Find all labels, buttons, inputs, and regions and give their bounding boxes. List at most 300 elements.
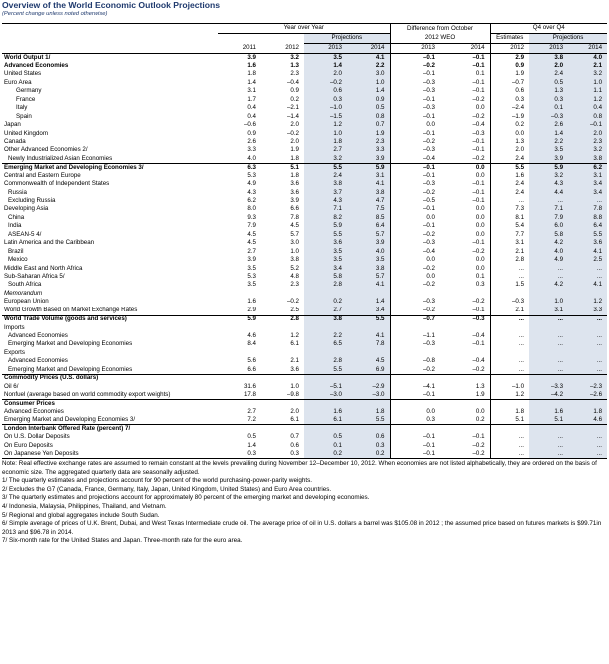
row-label: Newly Industrialized Asian Economies (2, 155, 218, 163)
table-row (2, 298, 607, 306)
cell-value: 3.1 (529, 307, 568, 315)
row-label: Emerging Market and Developing Economies (8, 340, 133, 348)
cell-value: –0.4 (472, 121, 485, 129)
cell-value: 6.2 (568, 163, 607, 171)
row-label: World Output 1/ (4, 53, 51, 61)
cell-value: 2.0 (529, 62, 568, 70)
cell-value: –0.2 (472, 247, 485, 255)
cell-value: –0.3 (490, 298, 529, 306)
row-label: Japan (4, 121, 21, 129)
cell-value: –0.1 (390, 433, 440, 441)
table-row (2, 189, 607, 197)
row-label: Nonfuel (average based on world commodity export weights) (2, 391, 218, 399)
cell-value: 1.8 (490, 408, 529, 416)
cell-value: 1.0 (529, 298, 568, 306)
cell-value: 3.2 (568, 70, 607, 78)
projections-table (2, 23, 607, 459)
row-label: Advanced Economies (8, 332, 68, 340)
cell-value: ... (568, 197, 607, 205)
cell-value (261, 324, 304, 332)
cell-value: 1.8 (304, 138, 347, 146)
cell-value: 6.6 (218, 366, 261, 374)
cell-value: 4.9 (247, 180, 256, 188)
cell-value: –0.3 (390, 298, 440, 306)
footnote: 5/ Regional and global aggregates include South Sudan. (2, 511, 160, 519)
cell-value: 5.1 (529, 416, 568, 424)
cell-value: 1.8 (247, 70, 256, 78)
footnote: 3/ The quarterly estimates and projections account for approximately 80 percent of the emerging market and developing economies. (2, 494, 370, 502)
table-row (2, 222, 607, 230)
cell-value: –0.3 (529, 113, 568, 121)
cell-value: 4.3 (304, 197, 347, 205)
table-row (2, 214, 607, 222)
cell-value: ... (490, 450, 529, 458)
cell-value: 0.0 (475, 163, 485, 171)
cell-value (490, 399, 529, 407)
cell-value: 1.1 (568, 87, 607, 95)
row-label: Advanced Economies (4, 407, 64, 415)
cell-value: 3.8 (347, 264, 390, 272)
row-label: Sub-Saharan Africa 5/ (4, 272, 65, 280)
cell-value (261, 374, 304, 382)
cell-value: ... (529, 450, 568, 458)
table-row (2, 366, 607, 374)
cell-value: 3.4 (568, 189, 607, 197)
cell-value: –0.1 (472, 180, 485, 188)
cell-value: –1.4 (286, 112, 299, 120)
cell-value (304, 349, 347, 357)
cell-value: 0.9 (247, 129, 256, 137)
cell-value: 0.6 (290, 441, 299, 449)
table-row (2, 416, 607, 424)
cell-value: ... (568, 366, 607, 374)
cell-value: 1.8 (568, 408, 607, 416)
cell-value: 3.0 (290, 239, 299, 247)
table-row (2, 408, 607, 416)
cell-value (529, 349, 568, 357)
cell-value: 3.2 (568, 146, 607, 154)
cell-value: 0.3 (304, 96, 347, 104)
year-header: 2012 (261, 44, 304, 54)
cell-value (568, 349, 607, 357)
cell-value: ... (568, 433, 607, 441)
cell-value: –0.3 (390, 340, 440, 348)
table-row (2, 374, 607, 382)
cell-value: –0.4 (390, 248, 440, 256)
cell-value: 6.2 (247, 197, 256, 205)
year-header: 2013 (529, 44, 568, 54)
cell-value: 3.9 (347, 239, 390, 247)
table-row (2, 391, 607, 399)
cell-value: 2.3 (290, 281, 299, 289)
cell-value: 0.6 (347, 433, 390, 441)
cell-value: 5.9 (347, 163, 390, 171)
cell-value: 5.9 (247, 315, 256, 323)
cell-value: 3.5 (347, 256, 390, 264)
cell-value: 5.5 (347, 416, 390, 424)
cell-value: –9.8 (261, 391, 304, 399)
cell-value: –0.1 (390, 172, 440, 180)
cell-value: 0.1 (475, 70, 485, 78)
cell-value (490, 290, 529, 298)
cell-value: –5.1 (304, 383, 347, 391)
cell-value (261, 349, 304, 357)
cell-value (304, 290, 347, 298)
table-row (2, 349, 607, 357)
cell-value: ... (490, 315, 529, 323)
cell-value: 1.2 (304, 121, 347, 129)
row-label: Emerging Market and Developing Economies 3/ (2, 416, 218, 424)
cell-value: 1.6 (529, 408, 568, 416)
cell-value: 0.6 (304, 87, 347, 95)
cell-value: 0.5 (247, 433, 256, 441)
table-row (2, 138, 607, 146)
cell-value: 3.1 (568, 172, 607, 180)
cell-value: ... (568, 332, 607, 340)
cell-value: ... (568, 450, 607, 458)
cell-value: 1.3 (290, 62, 299, 70)
cell-value: 8.8 (568, 214, 607, 222)
cell-value: 2.8 (490, 256, 529, 264)
cell-value (390, 324, 440, 332)
cell-value: 0.0 (475, 264, 485, 272)
cell-value: 2.0 (304, 70, 347, 78)
cell-value: –0.1 (472, 433, 485, 441)
cell-value: 0.0 (475, 230, 485, 238)
cell-value: 2.0 (290, 137, 299, 145)
cell-value: –0.1 (390, 442, 440, 450)
row-label: Latin America and the Caribbean (4, 239, 95, 247)
cell-value: 3.8 (304, 315, 347, 323)
row-label: Commodity Prices (U.S. dollars) (4, 374, 99, 382)
cell-value: –0.1 (472, 188, 485, 196)
footnote: 4/ Indonesia, Malaysia, Philippines, Thailand, and Vietnam. (2, 502, 167, 510)
cell-value: –0.2 (390, 264, 440, 272)
cell-value: 3.8 (568, 155, 607, 163)
cell-value (218, 324, 261, 332)
cell-value: 5.3 (247, 272, 256, 280)
table-row (2, 433, 607, 441)
cell-value (347, 324, 390, 332)
cell-value: 3.0 (347, 70, 390, 78)
cell-value: 4.0 (568, 54, 607, 62)
year-header: 2011 (218, 44, 261, 54)
cell-value: 3.1 (247, 87, 256, 95)
cell-value: 17.8 (218, 391, 261, 399)
cell-value: ... (490, 332, 529, 340)
cell-value: 0.4 (568, 104, 607, 112)
table-row (2, 205, 607, 213)
cell-value: 7.2 (218, 416, 261, 424)
row-label: Advanced Economies (8, 357, 68, 365)
cell-value: –0.1 (472, 62, 485, 70)
row-label: Brazil (8, 247, 24, 255)
row-label: Euro Area (4, 78, 32, 86)
row-label: Advanced Economies (4, 62, 69, 70)
cell-value: 1.2 (568, 96, 607, 104)
cell-value (261, 425, 304, 433)
cell-value: 4.2 (529, 281, 568, 289)
year-header: 2014 (440, 44, 490, 54)
cell-value: –0.4 (472, 357, 485, 365)
cell-value (261, 399, 304, 407)
cell-value: 1.9 (347, 129, 390, 137)
cell-value: 5.1 (490, 416, 529, 424)
cell-value: 31.6 (243, 382, 256, 390)
cell-value: 3.5 (529, 146, 568, 154)
cell-value: 2.0 (290, 407, 299, 415)
cell-value: 3.1 (347, 172, 390, 180)
cell-value: 4.9 (529, 256, 568, 264)
cell-value: 3.7 (304, 189, 347, 197)
cell-value: 1.6 (247, 298, 256, 306)
table-row (2, 248, 607, 256)
cell-value: 2.9 (490, 54, 529, 62)
cell-value (490, 349, 529, 357)
cell-value (347, 425, 390, 433)
cell-value: 6.1 (304, 416, 347, 424)
cell-value: 0.3 (475, 281, 485, 289)
table-row (2, 146, 607, 154)
cell-value: 5.8 (529, 231, 568, 239)
cell-value: 0.0 (475, 104, 485, 112)
cell-value: –0.1 (472, 137, 485, 145)
cell-value: 1.8 (347, 408, 390, 416)
cell-value: 0.3 (390, 416, 440, 424)
cell-value: 3.6 (568, 239, 607, 247)
cell-value: 2.7 (247, 407, 256, 415)
cell-value: –0.2 (304, 79, 347, 87)
cell-value: 2.8 (304, 357, 347, 365)
cell-value: ... (568, 264, 607, 272)
cell-value: 3.2 (529, 172, 568, 180)
cell-value: 2.2 (347, 62, 390, 70)
cell-value: 0.0 (390, 121, 440, 129)
cell-value: 2.2 (529, 138, 568, 146)
row-label: Memorandum (4, 289, 43, 297)
cell-value: 7.8 (347, 340, 390, 348)
cell-value: –0.5 (390, 197, 440, 205)
cell-value (218, 425, 261, 433)
cell-value: –1.9 (490, 113, 529, 121)
cell-value: 0.1 (304, 442, 347, 450)
table-row (2, 264, 607, 272)
row-label: World Trade Volume (goods and services) (4, 315, 127, 323)
cell-value: –0.1 (390, 391, 440, 399)
cell-value: 0.9 (347, 96, 390, 104)
cell-value: 1.0 (304, 129, 347, 137)
row-label: Imports (4, 323, 25, 331)
header-year-over-year: Year over Year (283, 24, 324, 32)
cell-value: –4.1 (390, 383, 440, 391)
cell-value: –0.1 (390, 96, 440, 104)
cell-value: 0.8 (347, 113, 390, 121)
row-label: China (8, 213, 25, 221)
cell-value: 4.4 (529, 189, 568, 197)
cell-value: 0.5 (304, 433, 347, 441)
cell-value: ... (529, 315, 568, 323)
cell-value: –0.1 (390, 113, 440, 121)
footnote: 2/ Excludes the G7 (Canada, France, Germany, Italy, Japan, United Kingdom, United States) and Euro Area countries. (2, 485, 332, 493)
cell-value: –0.1 (390, 163, 440, 171)
row-label: South Africa (8, 281, 42, 289)
cell-value: ... (529, 273, 568, 281)
cell-value: 5.3 (247, 171, 256, 179)
row-label: India (8, 222, 22, 230)
cell-value: 3.9 (247, 53, 256, 61)
cell-value: 0.0 (490, 129, 529, 137)
cell-value: 0.3 (218, 450, 261, 458)
cell-value: 2.3 (347, 138, 390, 146)
cell-value: 2.4 (490, 189, 529, 197)
cell-value (304, 399, 347, 407)
cell-value: 4.1 (347, 281, 390, 289)
row-label: On Euro Deposits (4, 441, 53, 449)
cell-value: ... (529, 433, 568, 441)
cell-value: 0.0 (390, 214, 440, 222)
table-row (2, 383, 607, 391)
year-header: 2014 (347, 44, 390, 54)
cell-value: –0.4 (472, 332, 485, 340)
table-row (2, 450, 607, 458)
cell-value (568, 374, 607, 382)
cell-value (440, 374, 490, 382)
cell-value (529, 374, 568, 382)
cell-value: 0.0 (475, 256, 485, 264)
cell-value: 6.5 (304, 340, 347, 348)
cell-value: 3.9 (529, 155, 568, 163)
cell-value: 1.4 (347, 87, 390, 95)
cell-value: 5.7 (290, 230, 299, 238)
cell-value: 6.0 (529, 222, 568, 230)
cell-value: 2.2 (304, 332, 347, 340)
cell-value: 1.9 (490, 70, 529, 78)
cell-value (390, 399, 440, 407)
cell-value: 4.1 (347, 54, 390, 62)
cell-value: 5.5 (304, 366, 347, 374)
header-weo: 2012 WEO (424, 34, 456, 42)
table-row (2, 180, 607, 188)
cell-value: 3.6 (290, 180, 299, 188)
cell-value: 4.2 (529, 239, 568, 247)
cell-value: –0.2 (440, 366, 490, 374)
cell-value: 2.1 (290, 357, 299, 365)
table-row (2, 79, 607, 87)
cell-value: 2.8 (290, 315, 299, 323)
cell-value: –0.2 (390, 231, 440, 239)
cell-value: –0.6 (243, 121, 256, 129)
cell-value: 0.3 (347, 442, 390, 450)
cell-value: 7.8 (568, 205, 607, 213)
cell-value: 5.5 (568, 231, 607, 239)
cell-value: ... (568, 273, 607, 281)
cell-value: 3.5 (304, 256, 347, 264)
table-row (2, 399, 607, 407)
cell-value: 4.1 (568, 248, 607, 256)
cell-value: –0.3 (390, 180, 440, 188)
cell-value: 0.1 (529, 104, 568, 112)
row-label: Middle East and North Africa (4, 264, 83, 272)
cell-value: 1.8 (290, 171, 299, 179)
cell-value: –0.2 (472, 95, 485, 103)
cell-value: 4.5 (247, 239, 256, 247)
row-label: Central and Eastern Europe (4, 171, 81, 179)
cell-value: 6.3 (247, 163, 256, 171)
cell-value: 2.7 (304, 146, 347, 154)
cell-value: 0.3 (529, 96, 568, 104)
table-row (2, 273, 607, 281)
cell-value: 1.5 (490, 281, 529, 289)
cell-value: 7.7 (490, 231, 529, 239)
cell-value: ... (529, 357, 568, 365)
cell-value: 3.9 (347, 155, 390, 163)
cell-value: –0.3 (390, 87, 440, 95)
cell-value: 1.7 (247, 95, 256, 103)
year-header: 2013 (390, 44, 440, 54)
table-header (2, 24, 607, 54)
cell-value: ... (529, 340, 568, 348)
cell-value: 8.5 (347, 214, 390, 222)
table-row (2, 121, 607, 129)
cell-value: ... (568, 340, 607, 348)
header-q4-over-q4: Q4 over Q4 (532, 24, 565, 32)
cell-value: –2.9 (347, 383, 390, 391)
cell-value (568, 324, 607, 332)
cell-value: –0.2 (390, 138, 440, 146)
cell-value: 9.3 (247, 213, 256, 221)
cell-value: –0.7 (390, 315, 440, 323)
row-label: Germany (16, 87, 42, 95)
cell-value: 5.1 (290, 163, 299, 171)
cell-value: 3.4 (568, 180, 607, 188)
table-row (2, 155, 607, 163)
cell-value (529, 290, 568, 298)
cell-value (490, 425, 529, 433)
cell-value: ... (529, 332, 568, 340)
cell-value: 1.8 (261, 155, 304, 163)
cell-value: 5.6 (247, 357, 256, 365)
cell-value: –2.1 (286, 104, 299, 112)
cell-value: 7.8 (290, 213, 299, 221)
cell-value: –0.1 (472, 53, 485, 61)
row-label: Developing Asia (4, 205, 49, 213)
cell-value: 1.3 (490, 138, 529, 146)
row-label: Oil 6/ (4, 382, 19, 390)
cell-value: 5.2 (290, 264, 299, 272)
cell-value (390, 374, 440, 382)
cell-value: 1.0 (290, 382, 299, 390)
cell-value: ... (490, 433, 529, 441)
cell-value: –0.1 (440, 307, 490, 315)
header-estimates: Estimates (496, 34, 524, 42)
cell-value (529, 324, 568, 332)
cell-value: –0.2 (390, 307, 440, 315)
cell-value: 8.2 (304, 214, 347, 222)
cell-value: 0.0 (475, 205, 485, 213)
footnote: 1/ The quarterly estimates and projections account for 90 percent of the world purchasing-power-parity weights. (2, 477, 312, 485)
cell-value: –2.4 (490, 104, 529, 112)
table-row (2, 239, 607, 247)
cell-value: 2.7 (304, 307, 347, 315)
cell-value: –0.3 (472, 315, 485, 323)
cell-value: 4.0 (218, 155, 261, 163)
row-label: Russia (8, 188, 27, 196)
table-row (2, 332, 607, 340)
cell-value (347, 374, 390, 382)
cell-value (529, 399, 568, 407)
cell-value: 4.5 (247, 230, 256, 238)
cell-value: ... (529, 264, 568, 272)
